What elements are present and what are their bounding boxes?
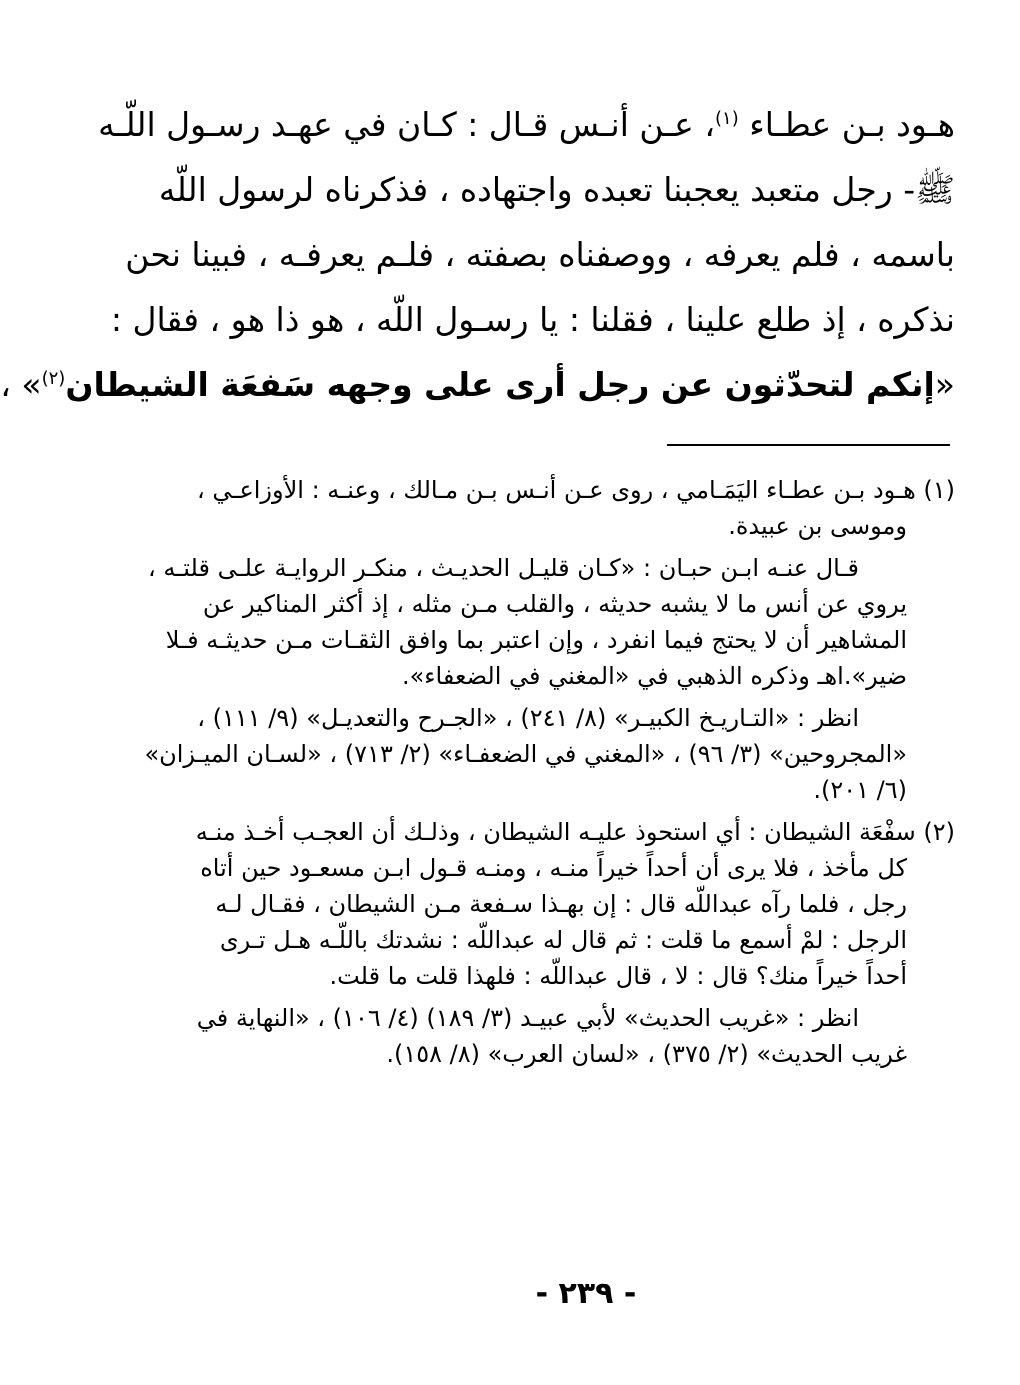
footnote-2-line: أحداً خيراً منك؟ قال : لا ، قال عبداللّه : فلهذا قلت ما قلت. <box>329 962 907 990</box>
footnotes <box>144 472 955 1078</box>
main-line-4: نذكره ، إذ طلع علينا ، فقلنا : يا رسـول اللّه ، هو ذا هو ، فقال : <box>110 300 955 339</box>
footnote-2-line: رجل ، فلما رآه عبداللّه قال : إن بهـذا سـفعة مـن الشيطان ، فقـال لـه <box>215 890 907 918</box>
footnote-ref-1: (١) <box>714 108 739 129</box>
footnote-1-ref-line: (٦/ ٢٠١). <box>813 776 907 804</box>
footnote-divider <box>667 444 950 446</box>
main-line-1-rest: ، عـن أنـس قـال : كـان في عهـد رسـول اللّـه <box>98 105 715 144</box>
main-line-3: باسمه ، فلم يعرفه ، ووصفناه بصفته ، فلـم يعرفـه ، فبينا نحن <box>125 235 955 274</box>
main-text <box>0 92 955 417</box>
main-line-1-start: هـود بـن عطـاء <box>749 105 955 144</box>
footnote-1-line: قـال عنـه ابـن حبـان : «كـان قليـل الحديـث ، منكـر الروايـة علـى قلتـه ، <box>148 554 859 582</box>
footnote-1-line: وموسى بن عبيدة. <box>728 512 907 540</box>
footnote-1-line: ضير».اهـ وذكره الذهبي في «المغني في الضعفاء». <box>401 662 907 690</box>
main-line-5 <box>0 352 955 417</box>
footnote-2-line: (٢) سفْعَة الشيطان : أي استحوذ عليـه الشيطان ، وذلـك أن العجـب أخـذ منـه <box>195 818 955 846</box>
footnote-1-line: (١) هـود بـن عطـاء اليَمَـامي ، روى عـن أنـس بـن مـالك ، وعنـه : الأوزاعـي ، <box>197 476 955 504</box>
footnote-1-line: يروي عن أنس ما لا يشبه حديثه ، والقلب مـن مثله ، إذ أكثر المناكير عن <box>202 590 907 618</box>
quote-close: » ، <box>0 365 42 404</box>
footnote-1-ref-line: «المجروحين» (٣/ ٩٦) ، «المغني في الضعفـاء» (٢/ ٧١٣) ، «لسـان الميـزان» <box>144 740 907 768</box>
footnote-2-ref-line: غريب الحديث» (٢/ ٣٧٥) ، «لسان العرب» (٨/ ١٥٨). <box>386 1040 907 1068</box>
page-number: - ٢٣٩ - <box>535 1276 637 1311</box>
main-line-2 <box>158 157 955 222</box>
main-line-1 <box>98 92 955 157</box>
footnote-1-ibn-hibban <box>148 550 955 694</box>
footnote-1-line: المشاهير أن لا يحتج فيما انفرد ، وإن اعتبر بما وافق الثقـات مـن حديثـه فـلا <box>165 626 907 654</box>
footnote-1-references <box>144 700 955 808</box>
footnote-2 <box>195 814 955 994</box>
salutation-glyph: ﷺ <box>915 170 955 209</box>
footnote-1-ref-line: انظر : «التـاريـخ الكبيـر» (٨/ ٢٤١) ، «الجـرح والتعديـل» (٩/ ١١١) ، <box>197 704 859 732</box>
footnote-ref-2: (٢) <box>41 368 66 389</box>
footnote-2-references <box>196 1000 955 1072</box>
hadith-quote: إنكم لتحدّثون عن رجل أرى على وجهه سَفعَة الشيطان <box>65 365 935 404</box>
main-line-2-text: - رجل متعبد يعجبنا تعبده واجتهاده ، فذكرناه لرسول اللّه <box>158 170 916 209</box>
footnote-1 <box>197 472 955 544</box>
footnote-2-line: كل مأخذ ، فلا يرى أن أحداً خيراً منـه ، ومنـه قـول ابـن مسعـود حين أتاه <box>200 854 907 882</box>
footnote-2-line: الرجل : لمْ أسمع ما قلت : ثم قال له عبداللّه : نشدتك باللّـه هـل تـرى <box>219 926 907 954</box>
footnote-2-ref-line: انظر : «غريب الحديث» لأبي عبيـد (٣/ ١٨٩) (٤/ ١٠٦) ، «النهاية في <box>196 1004 859 1032</box>
quote-open: « <box>934 365 955 404</box>
